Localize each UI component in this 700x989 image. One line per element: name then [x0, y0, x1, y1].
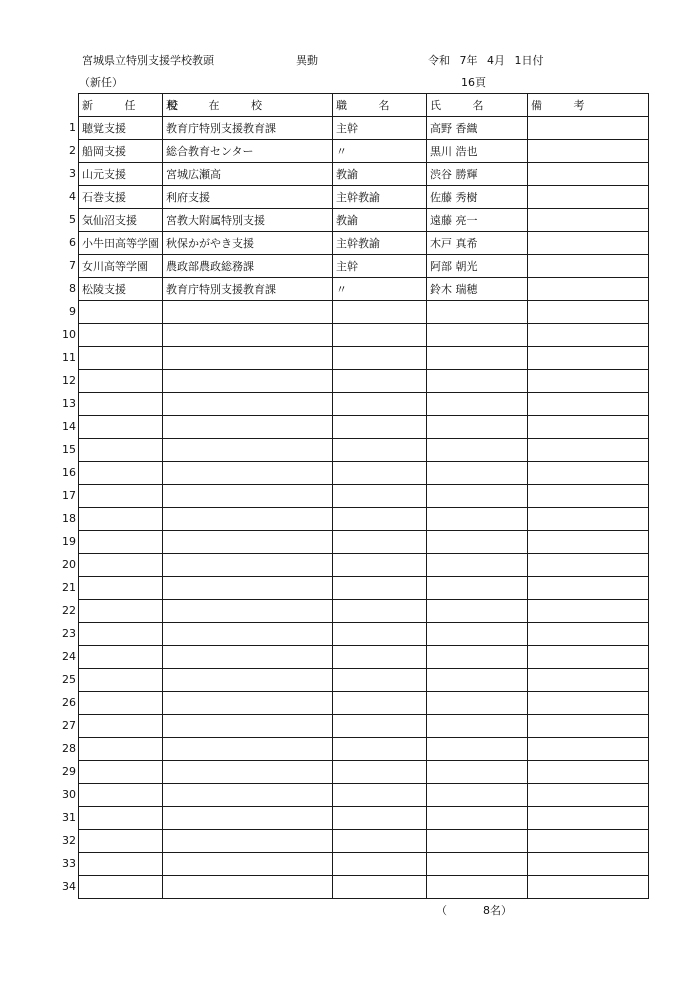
cell-remarks — [528, 761, 649, 784]
table-row — [79, 462, 649, 485]
cell-remarks — [528, 830, 649, 853]
total-count — [436, 902, 512, 918]
cell-job-title: 主幹教諭 — [333, 186, 427, 209]
cell-remarks — [528, 232, 649, 255]
cell-new-school — [79, 462, 163, 485]
cell-name — [427, 347, 528, 370]
table-row — [79, 347, 649, 370]
cell-name — [427, 761, 528, 784]
cell-name: 阿部 朝光 — [427, 255, 528, 278]
cell-remarks — [528, 531, 649, 554]
cell-current-post — [163, 738, 333, 761]
row-number: 8 — [69, 282, 76, 295]
cell-name — [427, 393, 528, 416]
table-row — [79, 692, 649, 715]
cell-job-title — [333, 853, 427, 876]
cell-current-post: 総合教育センター — [163, 140, 333, 163]
cell-remarks — [528, 324, 649, 347]
table-row — [79, 393, 649, 416]
cell-job-title — [333, 531, 427, 554]
row-number: 2 — [69, 144, 76, 157]
cell-remarks — [528, 715, 649, 738]
cell-name — [427, 485, 528, 508]
row-number: 1 — [69, 121, 76, 134]
cell-new-school — [79, 508, 163, 531]
cell-new-school — [79, 715, 163, 738]
table-row — [79, 140, 649, 163]
cell-remarks — [528, 692, 649, 715]
cell-remarks — [528, 278, 649, 301]
table-row — [79, 623, 649, 646]
cell-remarks — [528, 784, 649, 807]
row-number: 6 — [69, 236, 76, 249]
table-row — [79, 577, 649, 600]
cell-name: 遠藤 亮一 — [427, 209, 528, 232]
table-row — [79, 853, 649, 876]
cell-remarks — [528, 301, 649, 324]
cell-job-title — [333, 439, 427, 462]
cell-name — [427, 508, 528, 531]
cell-job-title: 主幹教諭 — [333, 232, 427, 255]
cell-remarks — [528, 485, 649, 508]
table-header-row — [79, 94, 649, 117]
table-row — [79, 531, 649, 554]
cell-new-school — [79, 416, 163, 439]
table-row — [79, 439, 649, 462]
cell-current-post — [163, 370, 333, 393]
cell-remarks — [528, 876, 649, 899]
cell-current-post — [163, 623, 333, 646]
table-row — [79, 646, 649, 669]
table-row — [79, 485, 649, 508]
row-number: 16 — [62, 466, 76, 479]
cell-new-school: 山元支援 — [79, 163, 163, 186]
row-number: 26 — [62, 696, 76, 709]
row-number: 11 — [62, 351, 76, 364]
row-number: 21 — [62, 581, 76, 594]
cell-current-post — [163, 807, 333, 830]
cell-remarks — [528, 508, 649, 531]
column-header-remarks: 備 考 — [528, 94, 649, 117]
cell-current-post — [163, 485, 333, 508]
cell-name — [427, 416, 528, 439]
table-row — [79, 416, 649, 439]
row-number: 7 — [69, 259, 76, 272]
cell-current-post — [163, 876, 333, 899]
total-count-value: 8名） — [483, 904, 512, 917]
cell-remarks — [528, 255, 649, 278]
cell-new-school: 女川高等学園 — [79, 255, 163, 278]
cell-current-post — [163, 324, 333, 347]
cell-current-post: 農政部農政総務課 — [163, 255, 333, 278]
cell-current-post: 利府支援 — [163, 186, 333, 209]
cell-name — [427, 462, 528, 485]
cell-job-title: 〃 — [333, 140, 427, 163]
cell-job-title: 主幹 — [333, 255, 427, 278]
cell-name — [427, 669, 528, 692]
table-row — [79, 117, 649, 140]
row-number: 14 — [62, 420, 76, 433]
row-number: 25 — [62, 673, 76, 686]
table-row — [79, 508, 649, 531]
table-row — [79, 830, 649, 853]
cell-job-title — [333, 669, 427, 692]
cell-current-post — [163, 669, 333, 692]
cell-current-post — [163, 462, 333, 485]
table-row — [79, 301, 649, 324]
effective-date: 令和 7年 4月 1日付 — [428, 54, 544, 67]
row-number: 23 — [62, 627, 76, 640]
cell-job-title — [333, 692, 427, 715]
cell-name: 佐藤 秀樹 — [427, 186, 528, 209]
row-number: 33 — [62, 857, 76, 870]
row-number: 29 — [62, 765, 76, 778]
row-number: 4 — [69, 190, 76, 203]
column-header-new-school: 新 任 校 — [79, 94, 163, 117]
cell-remarks — [528, 209, 649, 232]
cell-new-school — [79, 600, 163, 623]
cell-job-title — [333, 347, 427, 370]
table-row — [79, 669, 649, 692]
row-number: 27 — [62, 719, 76, 732]
cell-new-school: 気仙沼支援 — [79, 209, 163, 232]
cell-current-post — [163, 761, 333, 784]
cell-job-title — [333, 324, 427, 347]
cell-remarks — [528, 347, 649, 370]
cell-remarks — [528, 669, 649, 692]
cell-remarks — [528, 646, 649, 669]
cell-current-post — [163, 715, 333, 738]
row-number: 19 — [62, 535, 76, 548]
cell-new-school — [79, 439, 163, 462]
row-number: 34 — [62, 880, 76, 893]
cell-name — [427, 646, 528, 669]
row-number: 28 — [62, 742, 76, 755]
cell-new-school — [79, 370, 163, 393]
cell-new-school: 石巻支援 — [79, 186, 163, 209]
cell-new-school — [79, 738, 163, 761]
cell-current-post — [163, 531, 333, 554]
table-row — [79, 186, 649, 209]
cell-new-school — [79, 669, 163, 692]
cell-remarks — [528, 554, 649, 577]
row-number: 18 — [62, 512, 76, 525]
cell-current-post: 秋保かがやき支援 — [163, 232, 333, 255]
column-header-job-title: 職 名 — [333, 94, 427, 117]
total-count-open: （ — [436, 904, 447, 917]
cell-new-school — [79, 485, 163, 508]
row-number: 22 — [62, 604, 76, 617]
cell-job-title — [333, 738, 427, 761]
row-number: 20 — [62, 558, 76, 571]
cell-name: 黒川 浩也 — [427, 140, 528, 163]
document-kind: 異動 — [296, 54, 318, 67]
cell-current-post: 宮教大附属特別支援 — [163, 209, 333, 232]
cell-name — [427, 738, 528, 761]
row-number: 30 — [62, 788, 76, 801]
cell-current-post — [163, 416, 333, 439]
cell-name — [427, 577, 528, 600]
table-row — [79, 370, 649, 393]
cell-name — [427, 715, 528, 738]
cell-job-title: 教諭 — [333, 163, 427, 186]
cell-new-school — [79, 807, 163, 830]
row-number: 24 — [62, 650, 76, 663]
row-number: 9 — [69, 305, 76, 318]
cell-job-title — [333, 830, 427, 853]
table-row — [79, 807, 649, 830]
cell-name — [427, 554, 528, 577]
cell-remarks — [528, 163, 649, 186]
cell-name — [427, 301, 528, 324]
cell-new-school — [79, 347, 163, 370]
row-number: 10 — [62, 328, 76, 341]
cell-current-post: 教育庁特別支援教育課 — [163, 117, 333, 140]
table-row — [79, 738, 649, 761]
cell-current-post — [163, 508, 333, 531]
cell-current-post — [163, 853, 333, 876]
cell-job-title — [333, 370, 427, 393]
table-row — [79, 876, 649, 899]
cell-name — [427, 324, 528, 347]
row-number: 3 — [69, 167, 76, 180]
cell-current-post — [163, 393, 333, 416]
cell-remarks — [528, 393, 649, 416]
cell-new-school — [79, 692, 163, 715]
cell-job-title — [333, 508, 427, 531]
cell-current-post — [163, 301, 333, 324]
table-row — [79, 255, 649, 278]
table-row — [79, 715, 649, 738]
cell-remarks — [528, 416, 649, 439]
cell-new-school — [79, 876, 163, 899]
document-title: 宮城県立特別支援学校教頭 — [82, 54, 214, 67]
document-subtitle: （新任） — [79, 76, 123, 89]
cell-new-school — [79, 853, 163, 876]
cell-name — [427, 853, 528, 876]
cell-name — [427, 600, 528, 623]
cell-name — [427, 807, 528, 830]
cell-name — [427, 370, 528, 393]
cell-new-school — [79, 393, 163, 416]
cell-job-title: 主幹 — [333, 117, 427, 140]
cell-name — [427, 692, 528, 715]
cell-job-title — [333, 646, 427, 669]
cell-current-post — [163, 347, 333, 370]
cell-name: 木戸 真希 — [427, 232, 528, 255]
cell-current-post — [163, 600, 333, 623]
cell-name: 鈴木 瑞穂 — [427, 278, 528, 301]
cell-current-post: 宮城広瀬高 — [163, 163, 333, 186]
cell-new-school: 松陵支援 — [79, 278, 163, 301]
cell-job-title — [333, 462, 427, 485]
table-row — [79, 600, 649, 623]
cell-remarks — [528, 186, 649, 209]
cell-new-school — [79, 761, 163, 784]
row-number: 31 — [62, 811, 76, 824]
cell-job-title — [333, 600, 427, 623]
cell-name — [427, 830, 528, 853]
cell-new-school — [79, 646, 163, 669]
cell-job-title — [333, 554, 427, 577]
table-row — [79, 209, 649, 232]
table-row — [79, 324, 649, 347]
cell-current-post — [163, 577, 333, 600]
cell-remarks — [528, 117, 649, 140]
row-number: 32 — [62, 834, 76, 847]
cell-new-school — [79, 784, 163, 807]
cell-job-title — [333, 416, 427, 439]
table-row — [79, 163, 649, 186]
cell-name — [427, 439, 528, 462]
cell-job-title: 教諭 — [333, 209, 427, 232]
cell-name — [427, 531, 528, 554]
cell-name: 渋谷 勝輝 — [427, 163, 528, 186]
cell-remarks — [528, 738, 649, 761]
table-row — [79, 554, 649, 577]
cell-current-post — [163, 830, 333, 853]
cell-job-title — [333, 623, 427, 646]
cell-new-school — [79, 301, 163, 324]
table-row — [79, 278, 649, 301]
row-number: 17 — [62, 489, 76, 502]
column-header-name: 氏 名 — [427, 94, 528, 117]
cell-job-title: 〃 — [333, 278, 427, 301]
cell-job-title — [333, 715, 427, 738]
cell-remarks — [528, 439, 649, 462]
cell-current-post — [163, 692, 333, 715]
cell-job-title — [333, 393, 427, 416]
cell-job-title — [333, 784, 427, 807]
cell-name — [427, 784, 528, 807]
row-number: 5 — [69, 213, 76, 226]
cell-remarks — [528, 623, 649, 646]
cell-new-school — [79, 830, 163, 853]
cell-current-post — [163, 784, 333, 807]
cell-remarks — [528, 140, 649, 163]
cell-new-school: 船岡支援 — [79, 140, 163, 163]
cell-name: 高野 香織 — [427, 117, 528, 140]
cell-remarks — [528, 370, 649, 393]
personnel-table — [78, 93, 649, 899]
cell-new-school — [79, 531, 163, 554]
column-header-current-post: 現 在 校 — [163, 94, 333, 117]
cell-new-school — [79, 577, 163, 600]
page-number: 16頁 — [461, 76, 486, 89]
cell-remarks — [528, 807, 649, 830]
cell-current-post — [163, 439, 333, 462]
row-number: 13 — [62, 397, 76, 410]
cell-name — [427, 876, 528, 899]
cell-job-title — [333, 807, 427, 830]
cell-name — [427, 623, 528, 646]
cell-remarks — [528, 853, 649, 876]
cell-remarks — [528, 462, 649, 485]
row-number: 15 — [62, 443, 76, 456]
cell-current-post: 教育庁特別支援教育課 — [163, 278, 333, 301]
cell-job-title — [333, 485, 427, 508]
cell-job-title — [333, 577, 427, 600]
cell-new-school: 聴覚支援 — [79, 117, 163, 140]
row-number: 12 — [62, 374, 76, 387]
table-row — [79, 784, 649, 807]
cell-new-school: 小牛田高等学園 — [79, 232, 163, 255]
cell-job-title — [333, 301, 427, 324]
cell-new-school — [79, 554, 163, 577]
cell-remarks — [528, 600, 649, 623]
cell-job-title — [333, 876, 427, 899]
table-row — [79, 232, 649, 255]
cell-current-post — [163, 554, 333, 577]
cell-new-school — [79, 623, 163, 646]
cell-current-post — [163, 646, 333, 669]
cell-new-school — [79, 324, 163, 347]
table-body — [79, 117, 649, 899]
cell-job-title — [333, 761, 427, 784]
cell-remarks — [528, 577, 649, 600]
table-row — [79, 761, 649, 784]
